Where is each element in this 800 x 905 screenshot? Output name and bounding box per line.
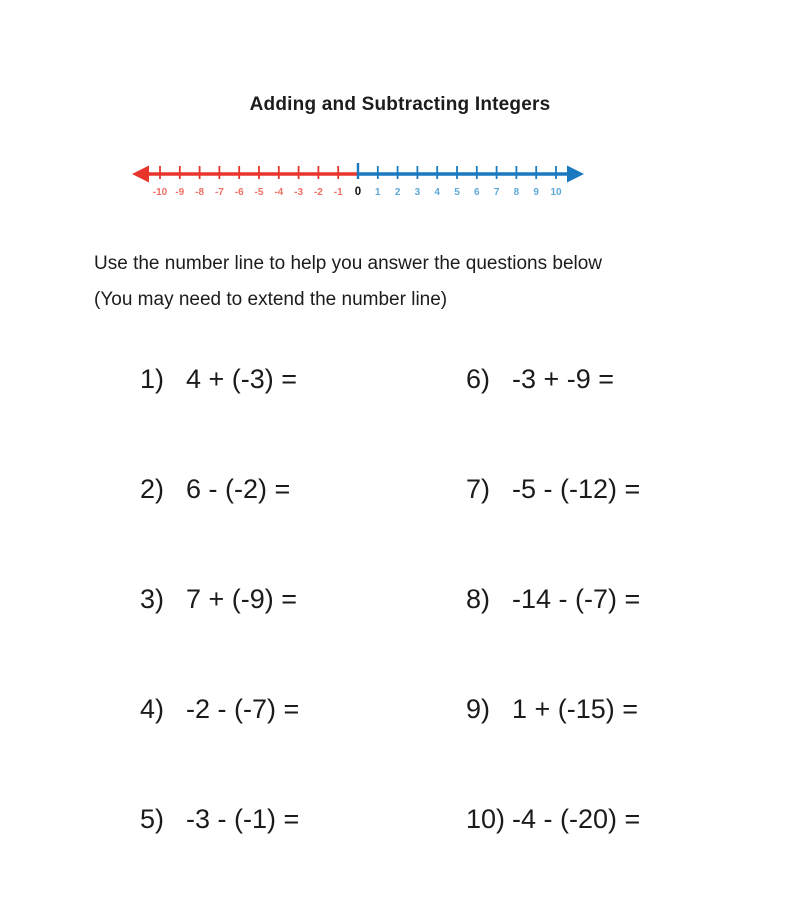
numberline-label: -4: [274, 187, 284, 198]
instructions-line-1: Use the number line to help you answer the questions below: [94, 253, 603, 274]
number-line: [128, 153, 588, 201]
question-number: 2): [140, 474, 165, 504]
instructions: [94, 254, 602, 326]
question-expression: -3 - (-1) =: [186, 804, 300, 834]
question-item: [140, 366, 297, 393]
arrow-right-icon: [567, 166, 584, 183]
question-item: [140, 806, 299, 833]
question-number: 6): [466, 364, 491, 394]
question-expression: -4 - (-20) =: [512, 804, 641, 834]
numberline-label: -2: [313, 187, 323, 198]
numberline-label: 8: [513, 187, 520, 198]
numberline-label: 9: [533, 187, 539, 198]
question-expression: -3 + -9 =: [512, 364, 615, 394]
question-expression: -2 - (-7) =: [186, 694, 300, 724]
question-number: 8): [466, 584, 491, 614]
numberline-label: 10: [550, 187, 562, 198]
question-number: 9): [466, 694, 491, 724]
numberline-label: -6: [234, 187, 244, 198]
numberline-label: 3: [414, 187, 421, 198]
question-number: 7): [466, 474, 491, 504]
numberline-label: -1: [333, 187, 343, 198]
arrow-left-icon: [132, 166, 149, 183]
question-item: [466, 806, 640, 833]
numberline-label: 6: [474, 187, 480, 198]
numberline-label: -7: [214, 187, 224, 198]
numberline-label: 7: [493, 187, 500, 198]
question-item: [466, 696, 638, 723]
numberline-label: -9: [175, 187, 185, 198]
numberline-label: 0: [354, 186, 362, 198]
question-item: [140, 696, 299, 723]
question-number: 3): [140, 584, 165, 614]
worksheet-title: Adding and Subtracting Integers: [249, 94, 551, 115]
numberline-label: -3: [294, 187, 304, 198]
numberline-label: 4: [434, 187, 440, 198]
question-expression: -14 - (-7) =: [512, 584, 641, 614]
instructions-line-2: (You may need to extend the number line): [94, 289, 448, 310]
numberline-label: -10: [152, 187, 168, 198]
question-expression: -5 - (-12) =: [512, 474, 641, 504]
question-item: [140, 476, 290, 503]
question-expression: 7 + (-9) =: [186, 584, 298, 614]
question-number: 10): [466, 804, 506, 834]
numberline-label: 1: [375, 187, 381, 198]
numberline-label: 5: [454, 187, 460, 198]
question-expression: 1 + (-15) =: [512, 694, 639, 724]
question-item: [466, 366, 614, 393]
question-item: [466, 476, 640, 503]
question-number: 1): [140, 364, 165, 394]
question-item: [140, 586, 297, 613]
question-expression: 4 + (-3) =: [186, 364, 298, 394]
numberline-label: -5: [254, 187, 264, 198]
question-number: 4): [140, 694, 165, 724]
numberline-label: 2: [394, 187, 401, 198]
question-number: 5): [140, 804, 165, 834]
question-item: [466, 586, 640, 613]
question-expression: 6 - (-2) =: [186, 474, 291, 504]
numberline-label: -8: [195, 187, 205, 198]
